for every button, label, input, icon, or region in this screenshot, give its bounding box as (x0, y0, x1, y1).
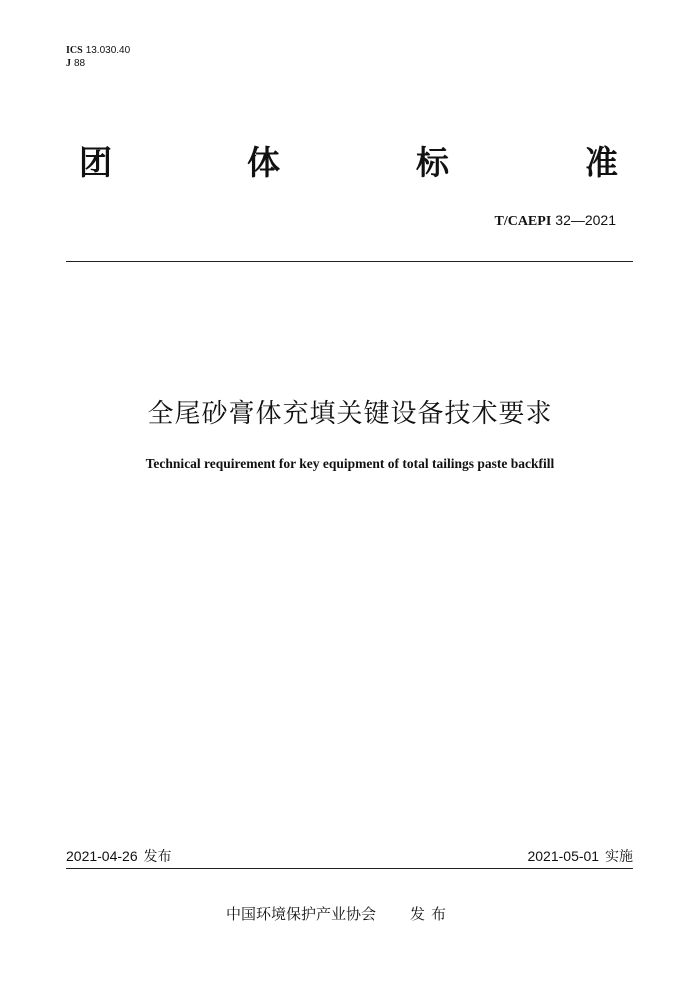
issue-date (66, 846, 172, 866)
bottom-divider (66, 868, 633, 869)
implement-date-label: 实施 (605, 849, 633, 865)
document-title-chinese: 全尾砂膏体充填关键设备技术要求 (147, 399, 553, 429)
heading-char-4: 准 (585, 143, 618, 182)
heading-char-2: 体 (247, 143, 280, 182)
j-code-key: J (66, 58, 71, 69)
document-title-english: Technical requirement for key equipment of total tailings paste backfill (145, 456, 555, 471)
publisher-name: 中国环境保护产业协会 (226, 905, 377, 923)
publisher (226, 903, 452, 924)
issue-date-label: 发布 (143, 849, 172, 865)
publisher-action: 发布 (410, 905, 453, 923)
heading-char-3: 标 (416, 143, 449, 182)
standard-number-value: 32—2021 (555, 212, 616, 228)
heading-char-1: 团 (79, 143, 112, 182)
j-code-value: 88 (74, 58, 86, 69)
issue-date-value: 2021-04-26 (66, 848, 138, 864)
ics-code-row (66, 44, 130, 57)
standard-number (494, 212, 616, 230)
implement-date-value: 2021-05-01 (527, 848, 600, 864)
top-divider (66, 261, 633, 262)
standard-number-prefix: T/CAEPI (494, 214, 552, 229)
j-code-row (66, 57, 130, 70)
ics-code-value: 13.030.40 (85, 45, 131, 56)
ics-code-key: ICS (66, 45, 83, 56)
implement-date (527, 846, 633, 866)
classification-codes (66, 44, 130, 70)
